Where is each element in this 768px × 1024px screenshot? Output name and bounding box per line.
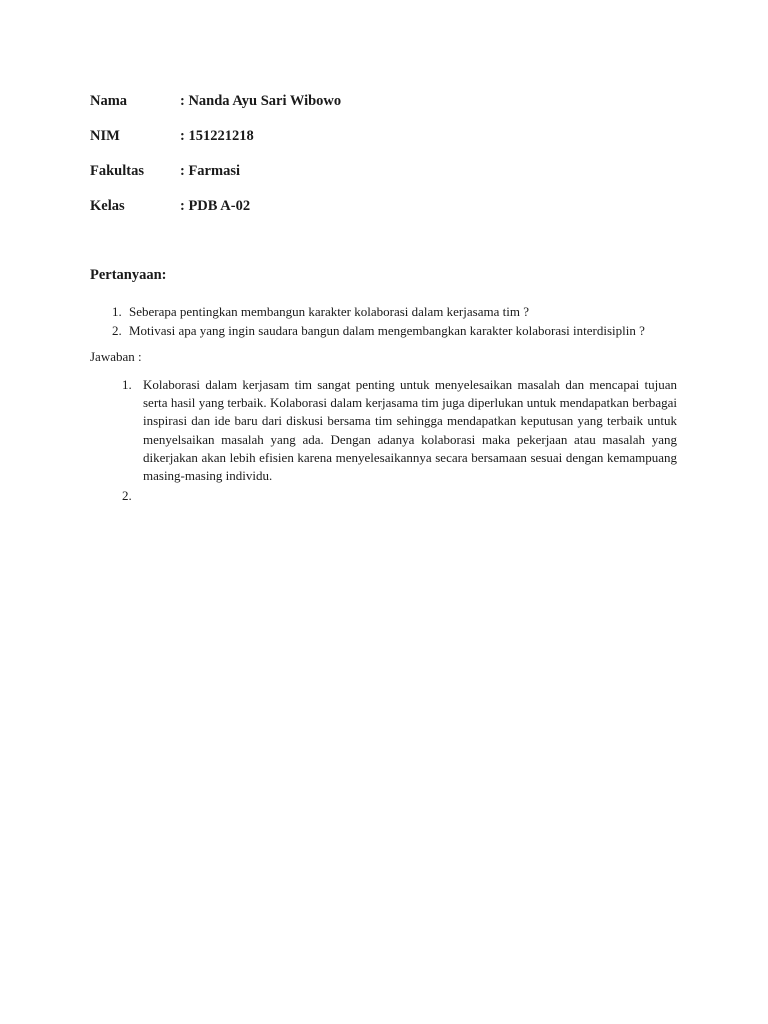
question-item (90, 302, 690, 321)
question-number: 2. (112, 323, 122, 338)
answers-heading: Jawaban : (90, 349, 142, 364)
question-number: 1. (112, 304, 122, 319)
questions-heading: Pertanyaan: (90, 267, 167, 283)
identity-value: : PDB A-02 (180, 198, 251, 214)
identity-row-fakultas (90, 162, 240, 180)
identity-label: Kelas (90, 198, 125, 214)
identity-value: : Farmasi (180, 163, 240, 179)
identity-value: : Nanda Ayu Sari Wibowo (180, 93, 342, 109)
identity-label: NIM (90, 128, 120, 144)
identity-row-nim (90, 127, 254, 145)
question-text: Motivasi apa yang ingin saudara bangun dalam mengembangkan karakter kolaborasi interdisiplin ? (129, 323, 645, 338)
answer-text: Kolaborasi dalam kerjasam tim sangat penting untuk menyelesaikan masalah dan mencapai tujuan serta hasil yang terbaik. Kolaborasi dalam kerjasama tim juga diperlukan untuk mendapatkan berbagai inspirasi dan ide baru dari diskusi bersama tim sehingga mendapatkan keputusan yang terbaik untuk menyelsaikan masalah yang ada. Dengan adanya kolaborasi maka pekerjaan atau masalah yang dikerjakan akan lebih efisien karena menyelesaikannya secara bersamaan sesuai dengan kemampuang masing-masing individu. (143, 377, 677, 484)
answer-number: 2. (122, 488, 132, 504)
identity-row-kelas (90, 197, 250, 215)
answer-number: 1. (122, 377, 132, 392)
identity-label: Fakultas (90, 163, 144, 179)
identity-value: : 151221218 (180, 128, 254, 144)
identity-row-nama (90, 92, 341, 110)
question-item (90, 321, 690, 340)
question-text: Seberapa pentingkan membangun karakter kolaborasi dalam kerjasama tim ? (129, 304, 529, 319)
questions-list (90, 302, 690, 340)
answers-list (90, 376, 677, 505)
answer-item (90, 487, 677, 505)
identity-label: Nama (90, 93, 128, 109)
answer-item (90, 376, 677, 485)
